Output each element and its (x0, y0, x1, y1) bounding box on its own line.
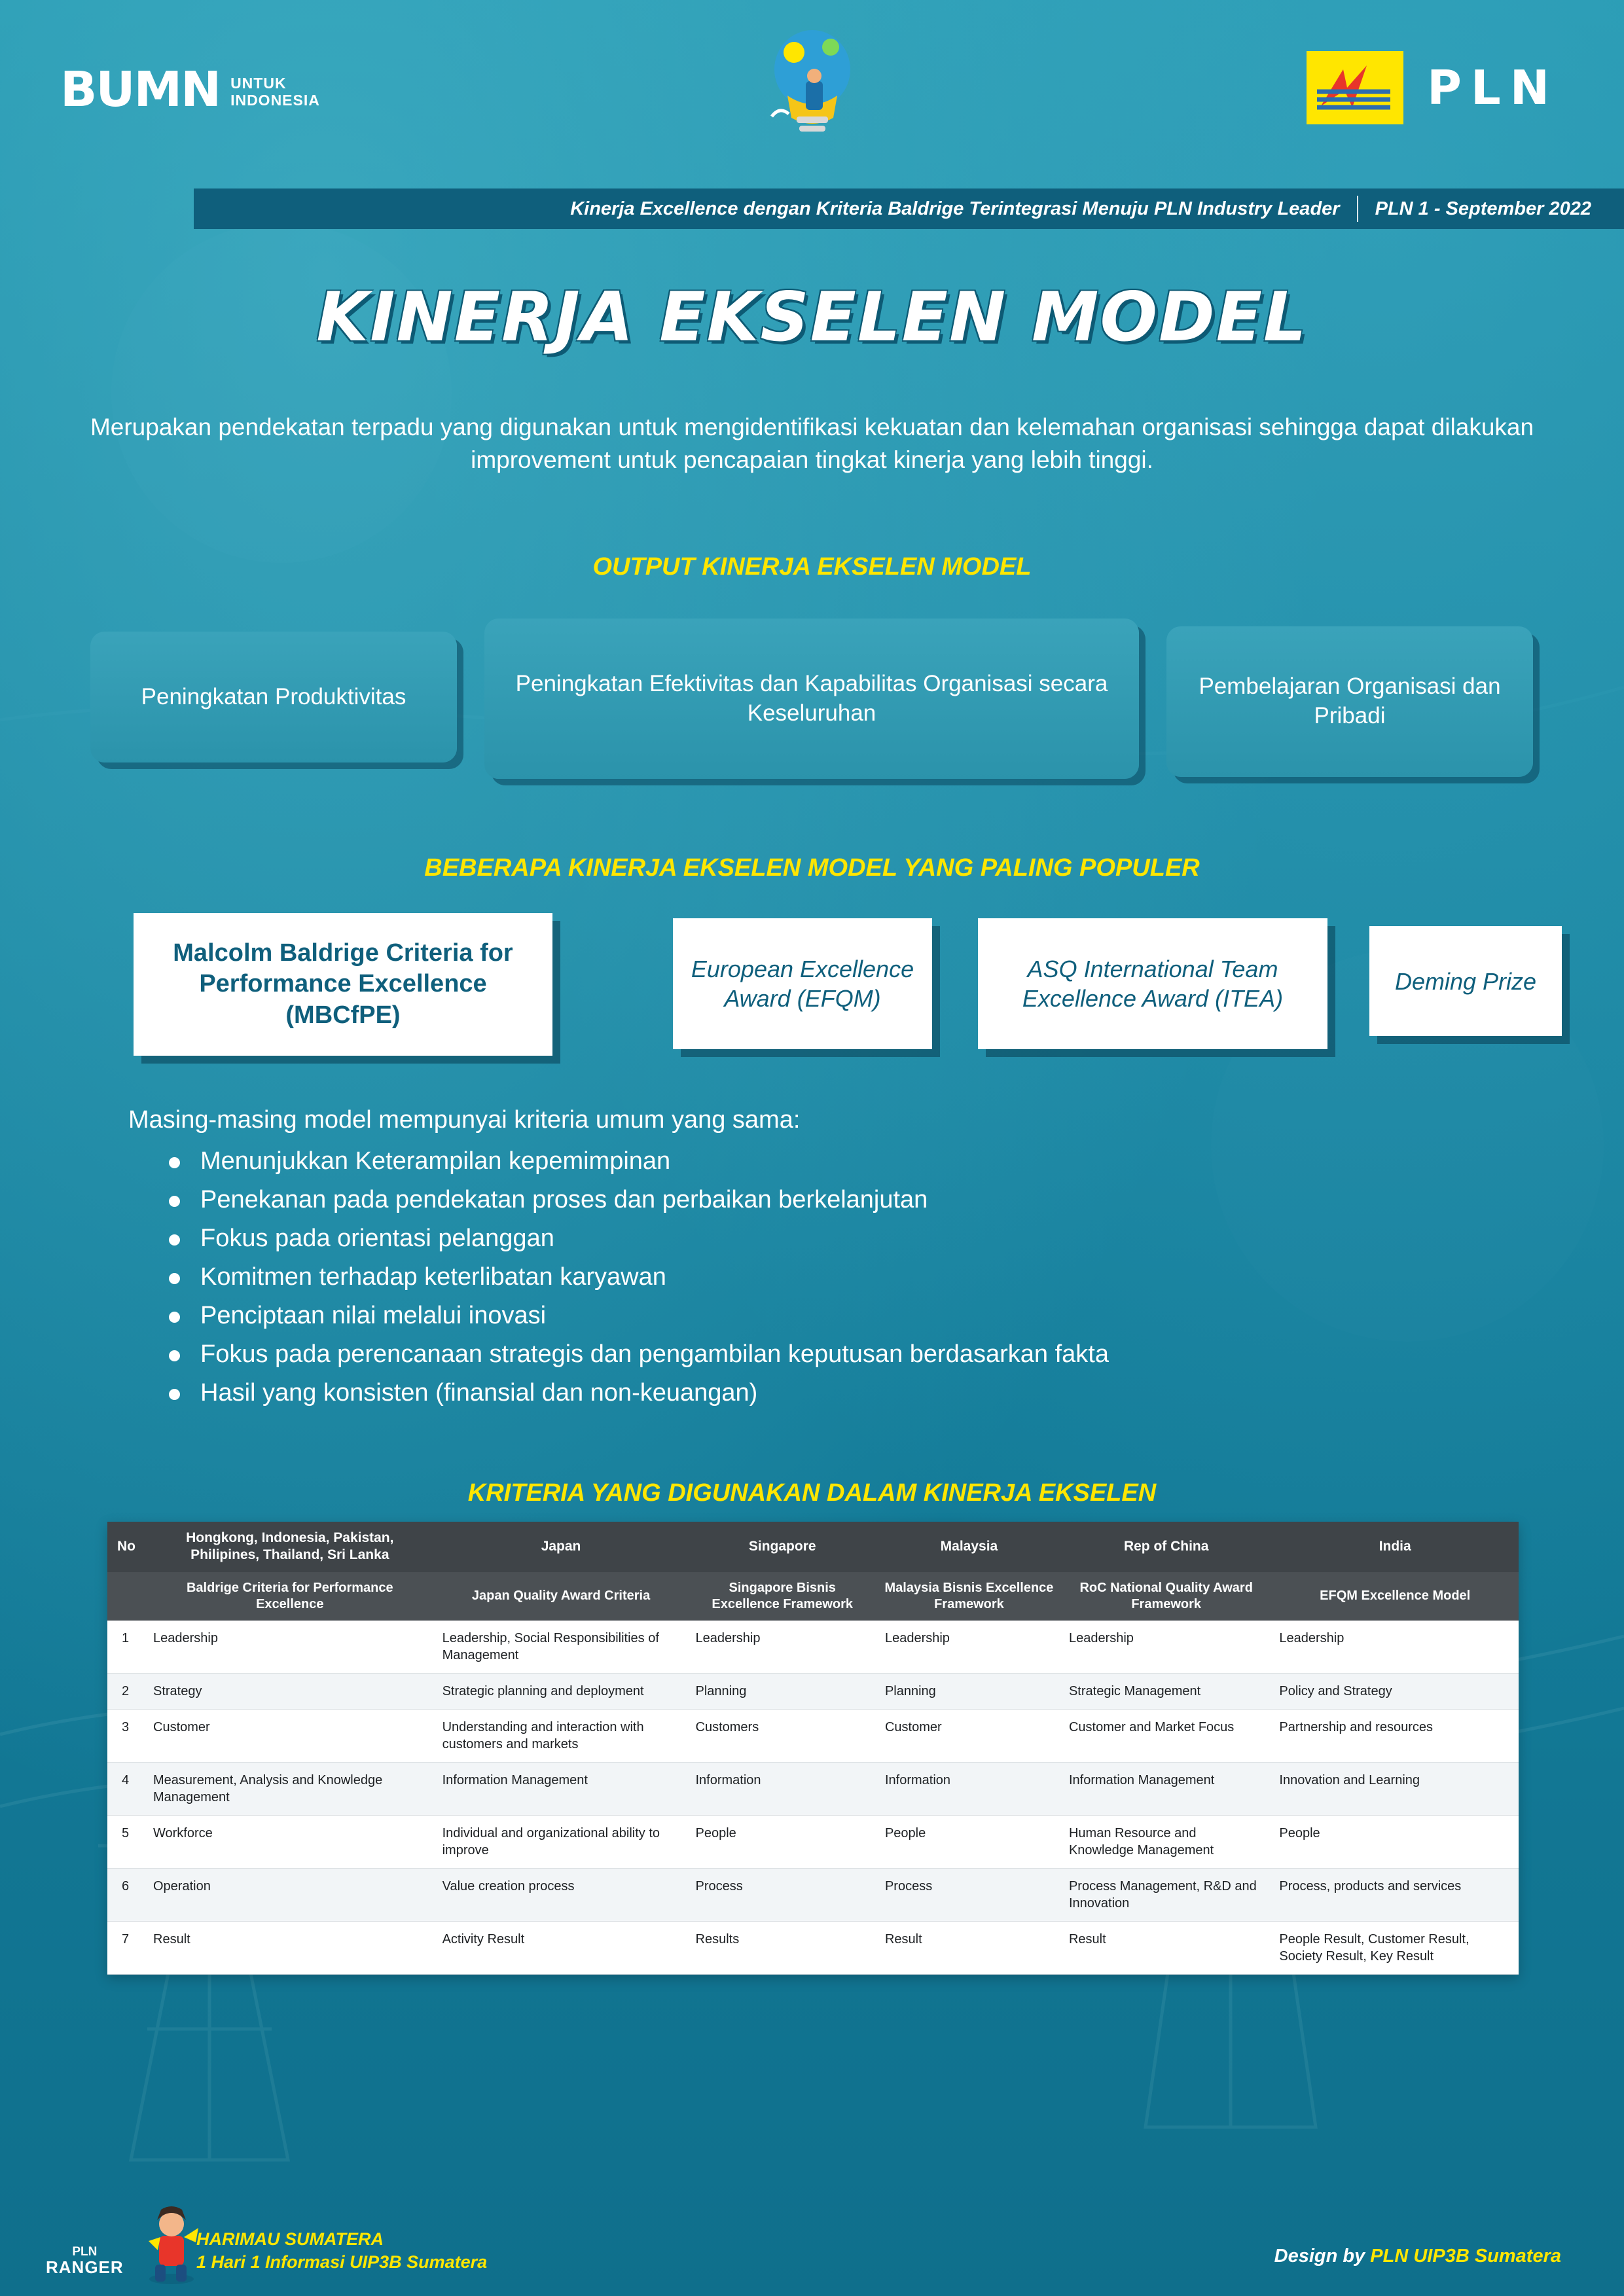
th-country-3: Singapore (688, 1522, 877, 1572)
table-row (107, 1762, 1519, 1815)
list-item: Komitmen terhadap keterlibatan karyawan (164, 1265, 1545, 1289)
bumn-logo (60, 62, 320, 118)
th-country-6: India (1271, 1522, 1519, 1572)
table-row (107, 1921, 1519, 1974)
ranger-badge-line2: RANGER (46, 2257, 124, 2277)
cell: Result (877, 1921, 1061, 1974)
output-box-1: Peningkatan Produktivitas (90, 632, 457, 762)
list-item: Penekanan pada pendekatan proses dan perbaikan berkelanjutan (164, 1187, 1545, 1212)
th-country-4: Malaysia (877, 1522, 1061, 1572)
cell: People (1271, 1815, 1519, 1868)
footer-title: HARIMAU SUMATERA (196, 2229, 384, 2249)
footer-subtitle: 1 Hari 1 Informasi UIP3B Sumatera (196, 2251, 488, 2272)
cell: Planning (877, 1673, 1061, 1709)
cell: Customer (877, 1709, 1061, 1762)
cell: Information Management (435, 1762, 688, 1815)
th-country-5: Rep of China (1061, 1522, 1271, 1572)
th-framework-4: Malaysia Bisnis Excellence Framework (877, 1572, 1061, 1621)
list-item: Penciptaan nilai melalui inovasi (164, 1303, 1545, 1328)
th-framework-1: Baldrige Criteria for Performance Excellence (145, 1572, 435, 1621)
lightbulb-idea-emblem (753, 18, 871, 143)
popular-section-heading: BEBERAPA KINERJA EKSELEN MODEL YANG PALING POPULER (424, 854, 1200, 882)
cell: Policy and Strategy (1271, 1673, 1519, 1709)
criteria-table-head (107, 1522, 1519, 1621)
pln-wordmark: PLN (1427, 60, 1559, 115)
cell: Leadership (877, 1621, 1061, 1674)
ribbon-tagline: Kinerja Excellence dengan Kriteria Baldrige Terintegrasi Menuju PLN Industry Leader (570, 198, 1340, 219)
table-row (107, 1673, 1519, 1709)
list-item: Hasil yang konsisten (finansial dan non-keuangan) (164, 1380, 1545, 1405)
popular-model-boxes (79, 913, 1545, 1077)
page-footer (0, 2198, 1624, 2296)
cell-no: 2 (107, 1673, 145, 1709)
cell: Result (1061, 1921, 1271, 1974)
design-credit-org: PLN UIP3B Sumatera (1370, 2246, 1561, 2267)
cell: Process Management, R&D and Innovation (1061, 1868, 1271, 1921)
cell: Leadership (1271, 1621, 1519, 1674)
cell-no: 3 (107, 1709, 145, 1762)
th-country-1: Hongkong, Indonesia, Pakistan, Philipines, Thailand, Sri Lanka (145, 1522, 435, 1572)
model-box-efqm: European Excellence Award (EFQM) (673, 918, 932, 1049)
bumn-tagline-line1: UNTUK (230, 74, 287, 92)
design-credit-prefix: Design by (1274, 2246, 1371, 2267)
cell: Process, products and services (1271, 1868, 1519, 1921)
list-item: Menunjukkan Keterampilan kepemimpinan (164, 1149, 1545, 1174)
ribbon-edition: PLN 1 - September 2022 (1375, 198, 1591, 219)
th-no: No (107, 1522, 145, 1572)
cell: People (688, 1815, 877, 1868)
header-ribbon (194, 188, 1624, 229)
cell: Results (688, 1921, 877, 1974)
table-row (107, 1815, 1519, 1868)
cell: Operation (145, 1868, 435, 1921)
bumn-wordmark: BUMN (60, 62, 221, 118)
table-header-row-countries (107, 1522, 1519, 1572)
criteria-table-body (107, 1621, 1519, 1975)
cell: Strategy (145, 1673, 435, 1709)
table-row (107, 1621, 1519, 1674)
page-title: KINERJA EKSELEN MODEL (316, 278, 1308, 357)
table-header-row-frameworks (107, 1572, 1519, 1621)
output-boxes (79, 619, 1545, 789)
cell: Information (877, 1762, 1061, 1815)
bumn-tagline (230, 71, 320, 109)
cell: Leadership, Social Responsibilities of Management (435, 1621, 688, 1674)
cell: Process (688, 1868, 877, 1921)
pln-lightning-mark (1307, 51, 1403, 124)
pln-ranger-logo (46, 2202, 208, 2286)
ranger-badge-line1: PLN (72, 2244, 98, 2259)
th-framework-3: Singapore Bisnis Excellence Framework (688, 1572, 877, 1621)
cell: Partnership and resources (1271, 1709, 1519, 1762)
cell: People (877, 1815, 1061, 1868)
table-row (107, 1709, 1519, 1762)
pln-ranger-badge (46, 2246, 124, 2286)
cell-no: 6 (107, 1868, 145, 1921)
cell: Innovation and Learning (1271, 1762, 1519, 1815)
table-row (107, 1868, 1519, 1921)
th-framework-2: Japan Quality Award Criteria (435, 1572, 688, 1621)
intro-paragraph: Merupakan pendekatan terpadu yang digunakan untuk mengidentifikasi kekuatan dan kelemahan organisasi sehingga dapat dilakukan improvement untuk pencapaian tingkat kinerja yang lebih tinggi. (90, 414, 1534, 473)
criteria-table-heading: KRITERIA YANG DIGUNAKAN DALAM KINERJA EKSELEN (467, 1479, 1157, 1507)
criteria-table (107, 1522, 1519, 1975)
cell: Individual and organizational ability to improve (435, 1815, 688, 1868)
list-item: Fokus pada orientasi pelanggan (164, 1226, 1545, 1251)
cell-no: 4 (107, 1762, 145, 1815)
model-box-itea: ASQ International Team Excellence Award (ITEA) (978, 918, 1327, 1049)
cell: Leadership (145, 1621, 435, 1674)
cell: Process (877, 1868, 1061, 1921)
cell: Customer and Market Focus (1061, 1709, 1271, 1762)
list-item: Fokus pada perencanaan strategis dan pengambilan keputusan berdasarkan fakta (164, 1342, 1545, 1367)
cell: Workforce (145, 1815, 435, 1868)
cell-no: 1 (107, 1621, 145, 1674)
cell: Strategic Management (1061, 1673, 1271, 1709)
common-criteria-list (164, 1149, 1545, 1419)
cell: People Result, Customer Result, Society Result, Key Result (1271, 1921, 1519, 1974)
cell: Value creation process (435, 1868, 688, 1921)
cell: Customer (145, 1709, 435, 1762)
page-header (0, 0, 1624, 177)
cell-no: 5 (107, 1815, 145, 1868)
th-framework-6: EFQM Excellence Model (1271, 1572, 1519, 1621)
bumn-tagline-line2: INDONESIA (230, 92, 320, 109)
th-country-2: Japan (435, 1522, 688, 1572)
criteria-table-wrapper (107, 1522, 1519, 1975)
th-spacer (107, 1572, 145, 1621)
common-criteria-intro: Masing-masing model mempunyai kriteria umum yang sama: (128, 1106, 801, 1134)
cell: Information (688, 1762, 877, 1815)
design-credit (1274, 2246, 1561, 2267)
cell: Leadership (1061, 1621, 1271, 1674)
model-box-mbcfpe: Malcolm Baldrige Criteria for Performance Excellence (MBCfPE) (134, 913, 552, 1056)
cell: Understanding and interaction with customers and markets (435, 1709, 688, 1762)
cell: Activity Result (435, 1921, 688, 1974)
cell: Information Management (1061, 1762, 1271, 1815)
cell: Measurement, Analysis and Knowledge Management (145, 1762, 435, 1815)
cell-no: 7 (107, 1921, 145, 1974)
cell: Leadership (688, 1621, 877, 1674)
cell: Result (145, 1921, 435, 1974)
cell: Strategic planning and deployment (435, 1673, 688, 1709)
cell: Human Resource and Knowledge Management (1061, 1815, 1271, 1868)
ribbon-divider (1357, 196, 1358, 222)
model-box-deming: Deming Prize (1369, 926, 1562, 1036)
output-box-2: Peningkatan Efektivitas dan Kapabilitas Organisasi secara Keseluruhan (484, 619, 1139, 779)
cell: Customers (688, 1709, 877, 1762)
th-framework-5: RoC National Quality Award Framework (1061, 1572, 1271, 1621)
output-box-3: Pembelajaran Organisasi dan Pribadi (1166, 626, 1533, 777)
cell: Planning (688, 1673, 877, 1709)
pln-logo (1307, 51, 1559, 124)
footer-program-text (196, 2228, 487, 2274)
output-section-heading: OUTPUT KINERJA EKSELEN MODEL (592, 553, 1032, 581)
